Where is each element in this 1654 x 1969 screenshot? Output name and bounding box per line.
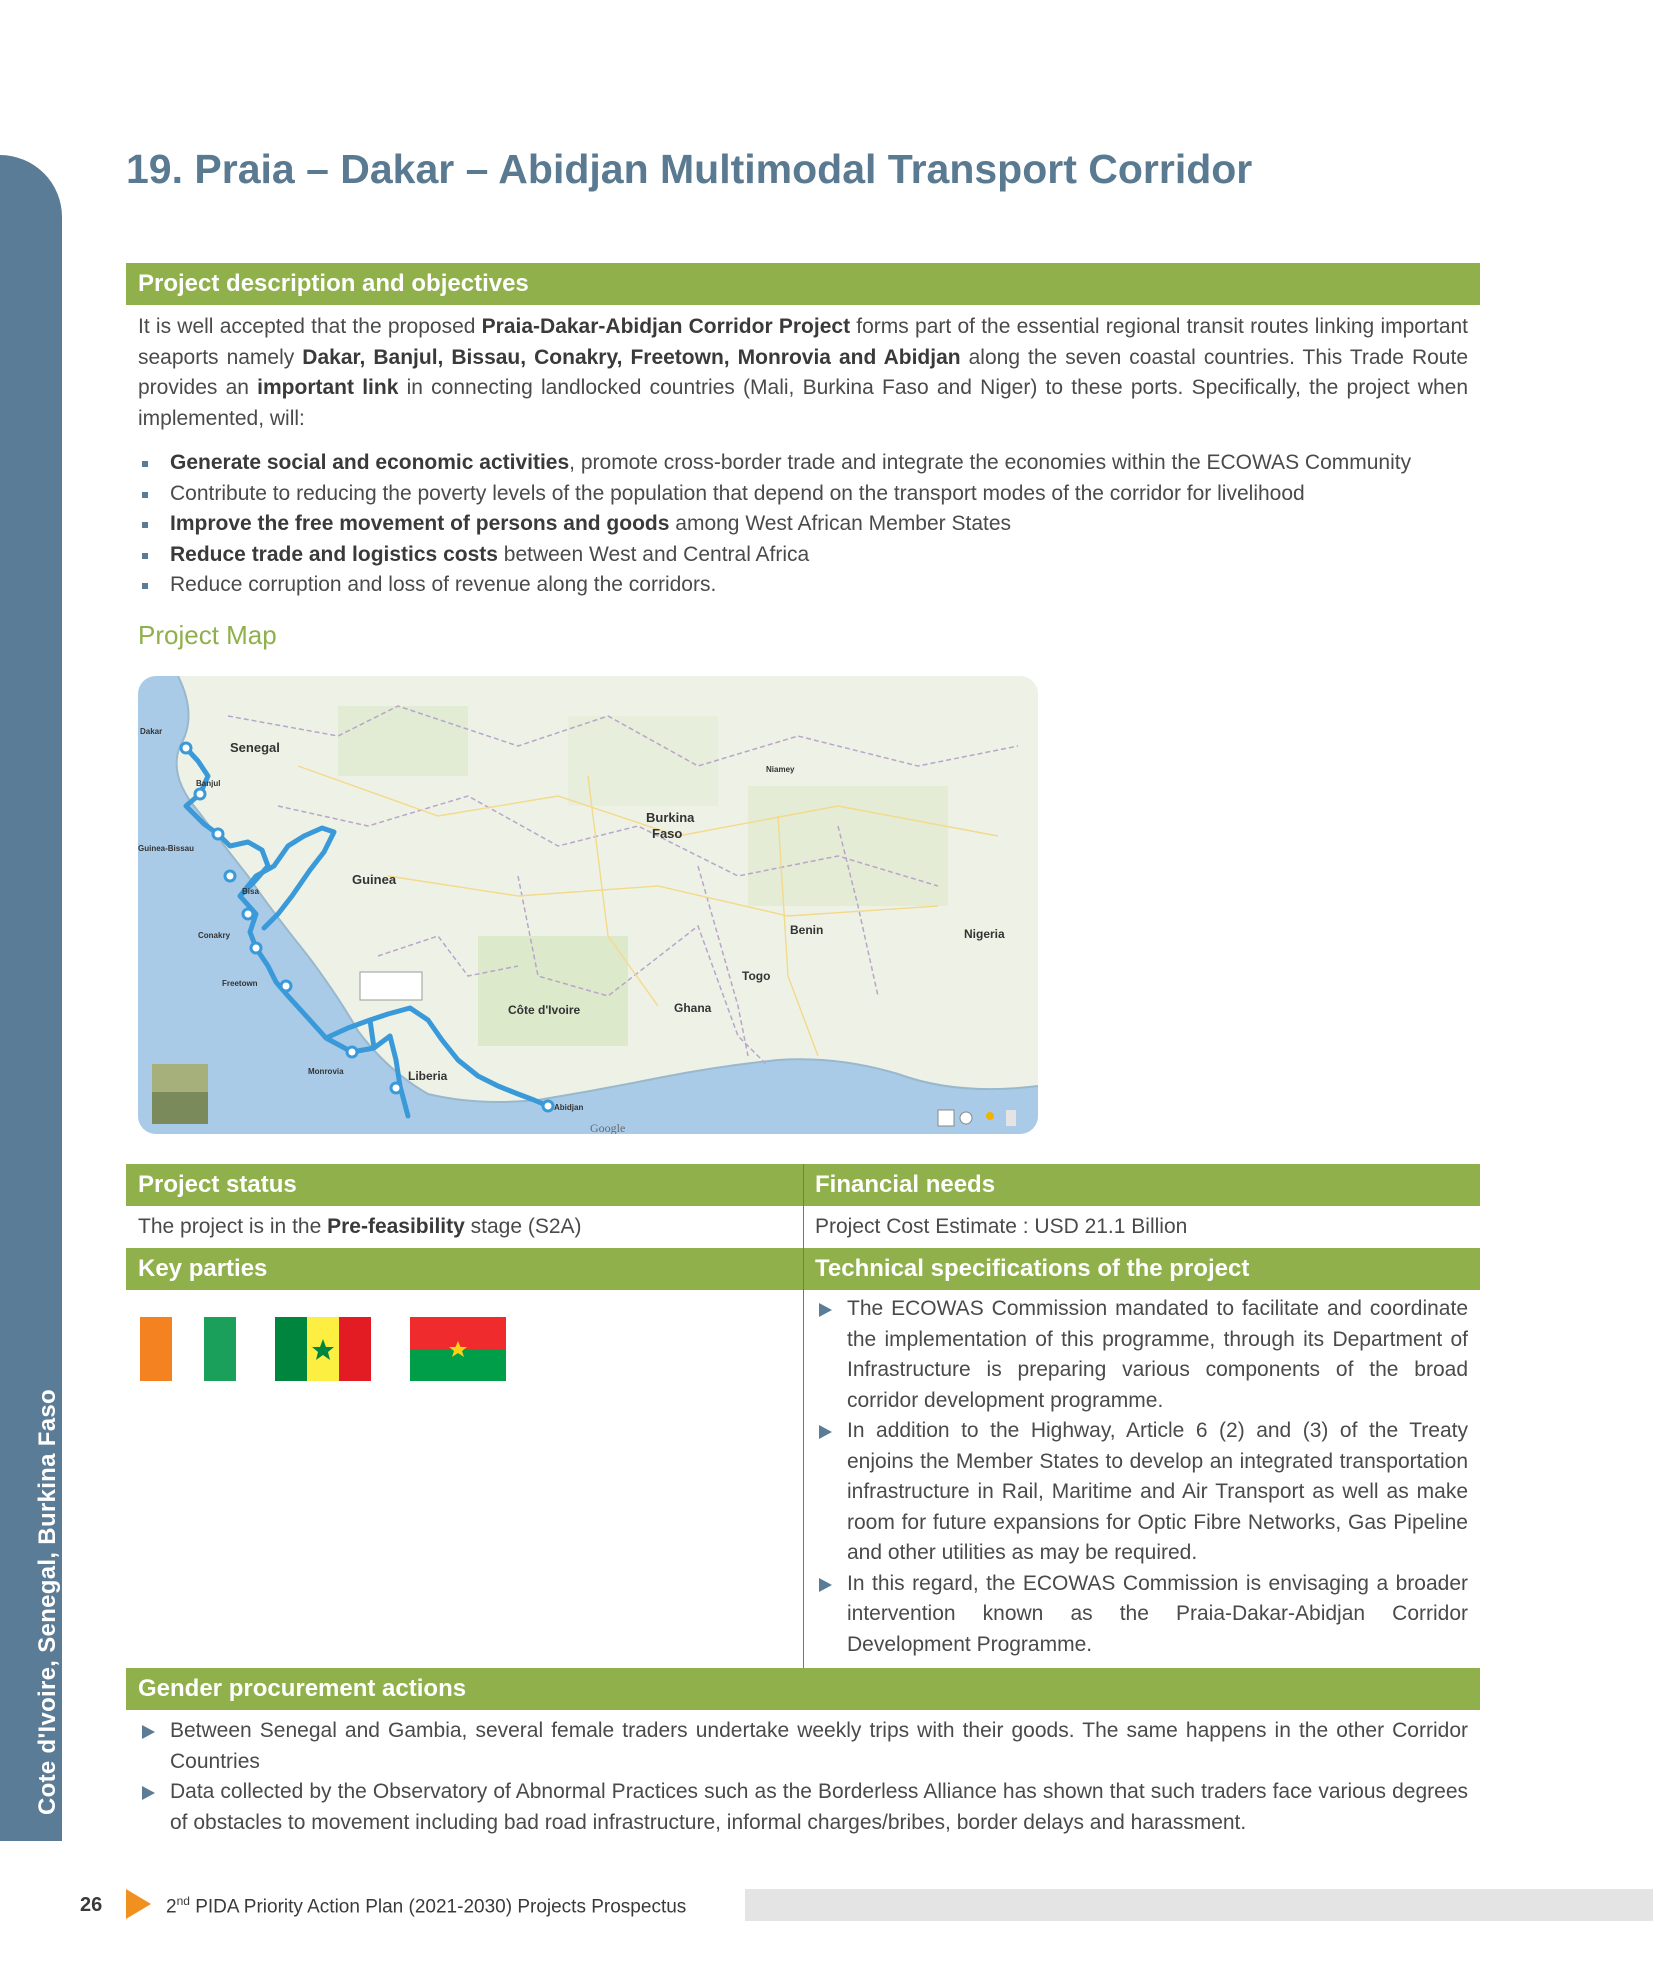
map-label-faso: Faso	[652, 826, 683, 841]
gender-header: Gender procurement actions	[126, 1668, 1480, 1710]
footer-title: 2nd PIDA Priority Action Plan (2021-2030) Projects Prospectus	[166, 1894, 687, 1918]
footer-bar	[745, 1889, 1653, 1921]
project-map[interactable]	[138, 676, 1038, 1134]
financial-text: Project Cost Estimate : USD 21.1 Billion	[815, 1215, 1188, 1238]
key-parties-header: Key parties	[126, 1248, 803, 1290]
objective-item: Improve the free movement of persons and goods among West African Member States	[138, 509, 1468, 540]
map-city-monrovia: Monrovia	[308, 1067, 344, 1076]
objective-item: Generate social and economic activities, promote cross-border trade and integrate the economies within the ECOWAS Community	[138, 448, 1468, 479]
map-label-benin: Benin	[790, 923, 824, 937]
map-label-cote: Côte d'Ivoire	[508, 1003, 581, 1017]
map-label-nigeria: Nigeria	[964, 927, 1005, 941]
status-header: Project status	[126, 1164, 803, 1206]
map-label-guinea: Guinea	[352, 872, 397, 887]
financial-header: Financial needs	[803, 1164, 1480, 1206]
bullet-square-icon	[142, 492, 148, 498]
footer-arrow-icon	[126, 1889, 151, 1919]
gender-list	[138, 1716, 1468, 1838]
status-text: The project is in the Pre-feasibility stage (S2A)	[138, 1215, 582, 1238]
bullet-square-icon	[142, 461, 148, 467]
map-heading: Project Map	[138, 620, 277, 650]
gender-item: Between Senegal and Gambia, several female traders undertake weekly trips with their goods. The same happens in the other Corridor Countries	[138, 1716, 1468, 1777]
map-city-dakar: Dakar	[140, 727, 163, 736]
page-number: 26	[80, 1894, 103, 1916]
bullet-square-icon	[142, 522, 148, 528]
map-city-freetown: Freetown	[222, 979, 258, 988]
map-label-ghana: Ghana	[674, 1001, 712, 1015]
bullet-square-icon	[142, 553, 148, 559]
objectives-list	[138, 448, 1468, 601]
flag-cote-divoire-icon	[140, 1317, 236, 1381]
map-city-abidjan: Abidjan	[554, 1103, 584, 1112]
map-attribution: Google	[590, 1121, 626, 1134]
bullet-triangle-icon	[142, 1786, 155, 1800]
technical-list	[815, 1294, 1468, 1660]
bullet-triangle-icon	[142, 1725, 155, 1739]
description-paragraph: It is well accepted that the proposed Praia-Dakar-Abidjan Corridor Project forms part of the essential regional transit routes linking important seaports namely Dakar, Banjul, Bissau, Conakry, Freetown, Monrovia and Abidjan along the seven coastal countries. This Trade Route provides an important link in connecting landlocked countries (Mali, Burkina Faso and Niger) to these ports. Specifically, the project when implemented, will:	[138, 315, 1469, 430]
bullet-triangle-icon	[819, 1578, 832, 1592]
map-graphic	[138, 676, 1038, 1134]
gender-item: Data collected by the Observatory of Abnormal Practices such as the Borderless Alliance has shown that such traders face various degrees of obstacles to movement including bad road infrastructure, informal charges/bribes, border delays and harassment.	[138, 1777, 1468, 1838]
column-divider	[803, 1164, 804, 1668]
map-city-bisa: Bisa	[242, 887, 259, 896]
page-title: 19. Praia – Dakar – Abidjan Multimodal Transport Corridor	[126, 146, 1253, 192]
map-city-niamey: Niamey	[766, 765, 795, 774]
objective-item: Reduce trade and logistics costs between West and Central Africa	[138, 540, 1468, 571]
technical-header: Technical specifications of the project	[803, 1248, 1480, 1290]
technical-item: In addition to the Highway, Article 6 (2) and (3) of the Treaty enjoins the Member States to develop an integrated transportation infrastructure in Rail, Maritime and Air Transport as well as make room for future expansions for Optic Fibre Networks, Gas Pipeline and other utilities as may be required.	[815, 1416, 1468, 1569]
flag-burkina-faso-icon	[410, 1317, 506, 1381]
map-label-liberia: Liberia	[408, 1069, 448, 1083]
map-city-banjul: Banjul	[196, 779, 221, 788]
map-label-burkina: Burkina	[646, 810, 695, 825]
objective-item: Contribute to reducing the poverty levels of the population that depend on the transport modes of the corridor for livelihood	[138, 479, 1468, 510]
map-label-senegal: Senegal	[230, 740, 280, 755]
bullet-triangle-icon	[819, 1425, 832, 1439]
technical-item: The ECOWAS Commission mandated to facilitate and coordinate the implementation of this programme, through its Department of Infrastructure is preparing various components of the broad corridor development programme.	[815, 1294, 1468, 1416]
objective-item: Reduce corruption and loss of revenue along the corridors.	[138, 570, 1468, 601]
flag-senegal-icon	[275, 1317, 371, 1381]
side-country-label: Cote d'Ivoire, Senegal, Burkina Faso	[34, 1389, 61, 1815]
description-header: Project description and objectives	[126, 263, 1480, 305]
map-city-bissau: Guinea-Bissau	[138, 844, 195, 853]
bullet-square-icon	[142, 583, 148, 589]
bullet-triangle-icon	[819, 1303, 832, 1317]
map-city-conakry: Conakry	[198, 931, 231, 940]
technical-item: In this regard, the ECOWAS Commission is envisaging a broader intervention known as the Praia-Dakar-Abidjan Corridor Development Programme.	[815, 1569, 1468, 1661]
map-label-togo: Togo	[742, 969, 771, 983]
